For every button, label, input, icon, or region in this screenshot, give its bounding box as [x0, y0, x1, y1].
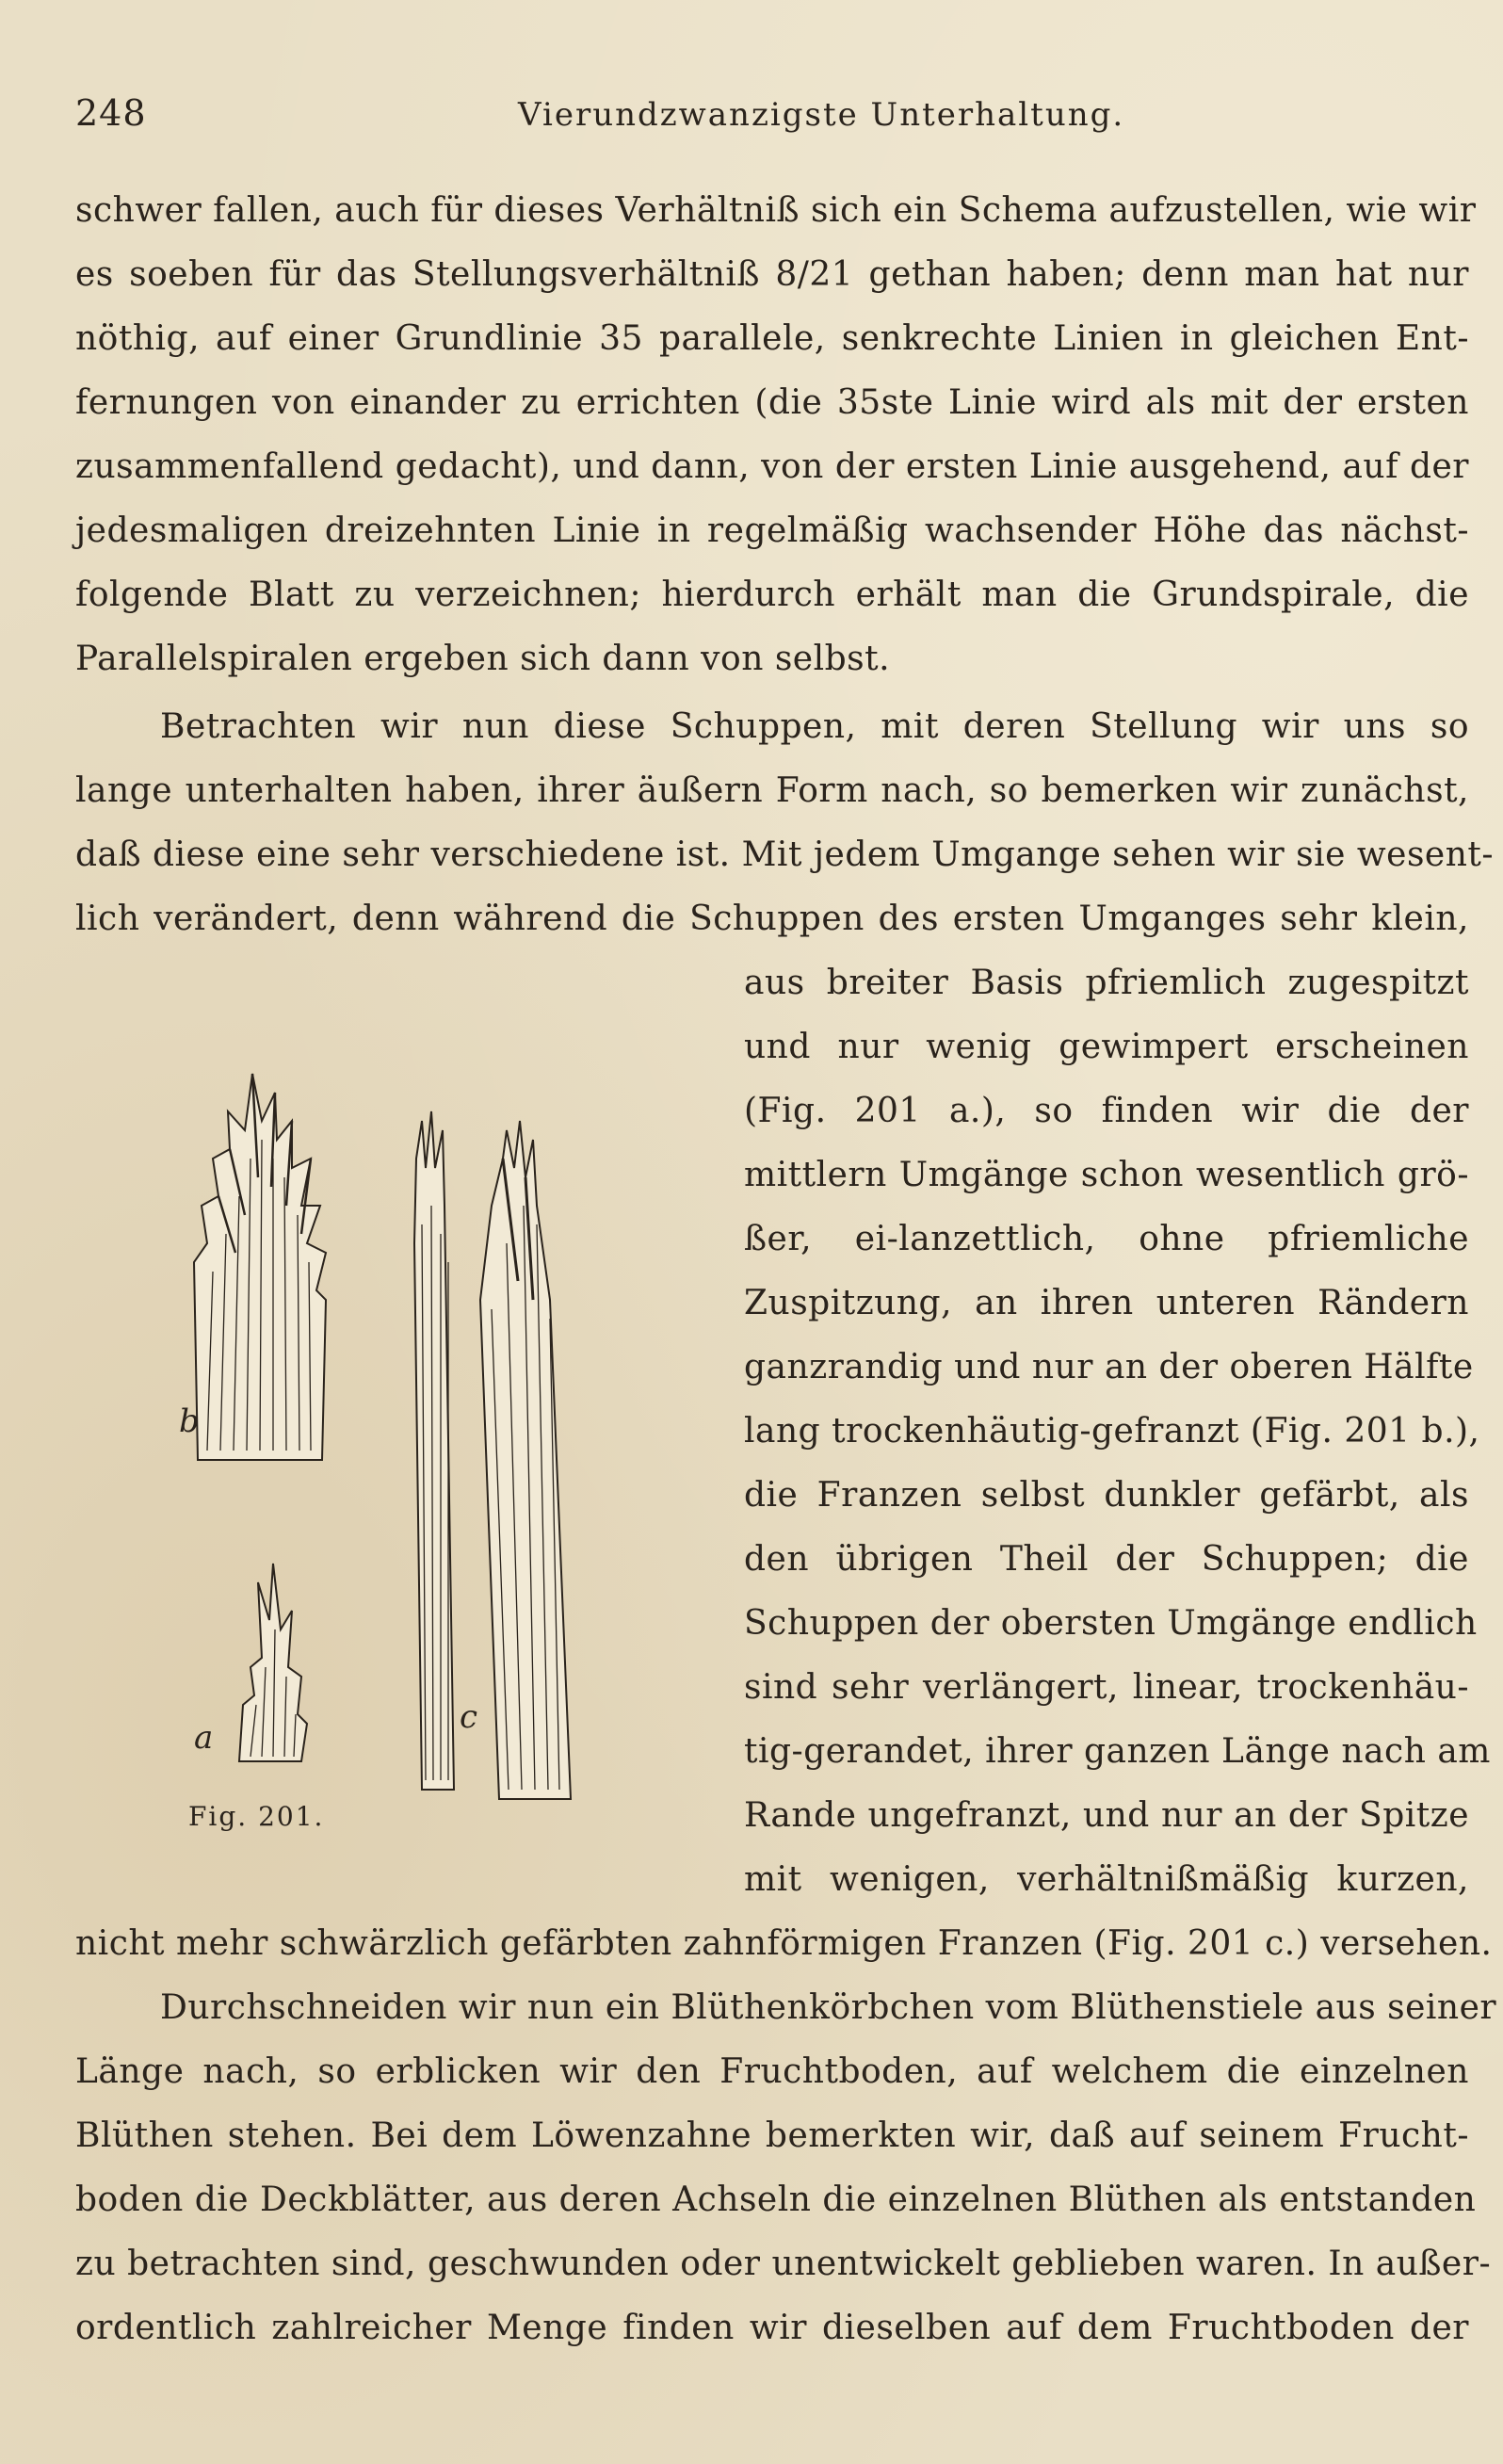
running-title: Vierundzwanzigste Unterhaltung. [518, 96, 1125, 134]
figure-caption: Fig. 201. [188, 1801, 325, 1832]
text-line: Blüthen stehen. Bei dem Löwenzahne bemerkten wir, daß auf seinem Frucht- [75, 2116, 1469, 2155]
text-line: die Franzen selbst dunkler gefärbt, als [744, 1476, 1469, 1515]
text-line: Parallelspiralen ergeben sich dann von selbst. [75, 640, 891, 678]
figure-label-a: a [194, 1719, 214, 1757]
figure-label-c: c [460, 1698, 478, 1736]
text-line: ganzrandig und nur an der oberen Hälfte [744, 1348, 1474, 1386]
text-line: mit wenigen, verhältnißmäßig kurzen, [744, 1860, 1469, 1899]
text-line: und nur wenig gewimpert erscheinen [744, 1028, 1469, 1066]
text-line: Länge nach, so erblicken wir den Fruchtboden, auf welchem die einzelnen [75, 2052, 1469, 2091]
scale-illustration [160, 1017, 725, 1827]
page-number: 248 [75, 92, 147, 134]
text-line: Schuppen der obersten Umgänge endlich [744, 1604, 1478, 1643]
figure-label-b: b [179, 1402, 200, 1440]
text-line: den übrigen Theil der Schuppen; die [744, 1540, 1469, 1579]
text-line: nicht mehr schwärzlich gefärbten zahnförmigen Franzen (Fig. 201 c.) versehen. [75, 1924, 1493, 1963]
text-line: Rande ungefranzt, und nur an der Spitze [744, 1796, 1469, 1835]
text-line: fernungen von einander zu errichten (die 35ste Linie wird als mit der ersten [75, 383, 1469, 422]
text-line: jedesmaligen dreizehnten Linie in regelmäßig wachsender Höhe das nächst- [75, 511, 1469, 550]
text-line: zu betrachten sind, geschwunden oder unentwickelt geblieben waren. In außer- [75, 2245, 1492, 2283]
text-line: sind sehr verlängert, linear, trockenhäu- [744, 1668, 1469, 1707]
text-line: boden die Deckblätter, aus deren Achseln die einzelnen Blüthen als entstanden [75, 2180, 1477, 2219]
figure-201-scales [160, 1017, 725, 1827]
text-line: mittlern Umgänge schon wesentlich grö- [744, 1156, 1469, 1194]
text-line: daß diese eine sehr verschiedene ist. Mit jedem Umgange sehen wir sie wesent- [75, 835, 1495, 874]
scale-c-drawing-right [480, 1121, 571, 1799]
text-line: lang trockenhäutig-gefranzt (Fig. 201 b.), [744, 1412, 1480, 1451]
text-line: es soeben für das Stellungsverhältniß 8/21 gethan haben; denn man hat nur [75, 255, 1469, 294]
scale-a-drawing [239, 1564, 307, 1761]
text-line: Betrachten wir nun diese Schuppen, mit deren Stellung wir uns so [160, 707, 1469, 746]
text-line: tig-gerandet, ihrer ganzen Länge nach am [744, 1732, 1491, 1771]
text-line: ordentlich zahlreicher Menge finden wir dieselben auf dem Fruchtboden der [75, 2309, 1469, 2347]
text-line: lich verändert, denn während die Schuppen des ersten Umganges sehr klein, [75, 900, 1469, 938]
text-line: schwer fallen, auch für dieses Verhältniß sich ein Schema aufzustellen, wie wir [75, 191, 1477, 230]
page-header [75, 92, 1469, 149]
text-line: ßer, ei-lanzettlich, ohne pfriemliche [744, 1220, 1469, 1258]
text-line: aus breiter Basis pfriemlich zugespitzt [744, 964, 1469, 1002]
text-line: (Fig. 201 a.), so finden wir die der [744, 1092, 1469, 1130]
text-line: folgende Blatt zu verzeichnen; hierdurch erhält man die Grundspirale, die [75, 575, 1469, 614]
scale-b-drawing [194, 1074, 326, 1460]
text-line: lange unterhalten haben, ihrer äußern Form nach, so bemerken wir zunächst, [75, 771, 1469, 810]
text-line: zusammenfallend gedacht), und dann, von der ersten Linie ausgehend, auf der [75, 447, 1469, 486]
scale-c-drawing-left [414, 1111, 454, 1790]
text-line: Zuspitzung, an ihren unteren Rändern [744, 1284, 1469, 1322]
text-line: nöthig, auf einer Grundlinie 35 parallele, senkrechte Linien in gleichen Ent- [75, 319, 1469, 358]
text-line: Durchschneiden wir nun ein Blüthenkörbchen vom Blüthenstiele aus seiner [160, 1988, 1497, 2027]
